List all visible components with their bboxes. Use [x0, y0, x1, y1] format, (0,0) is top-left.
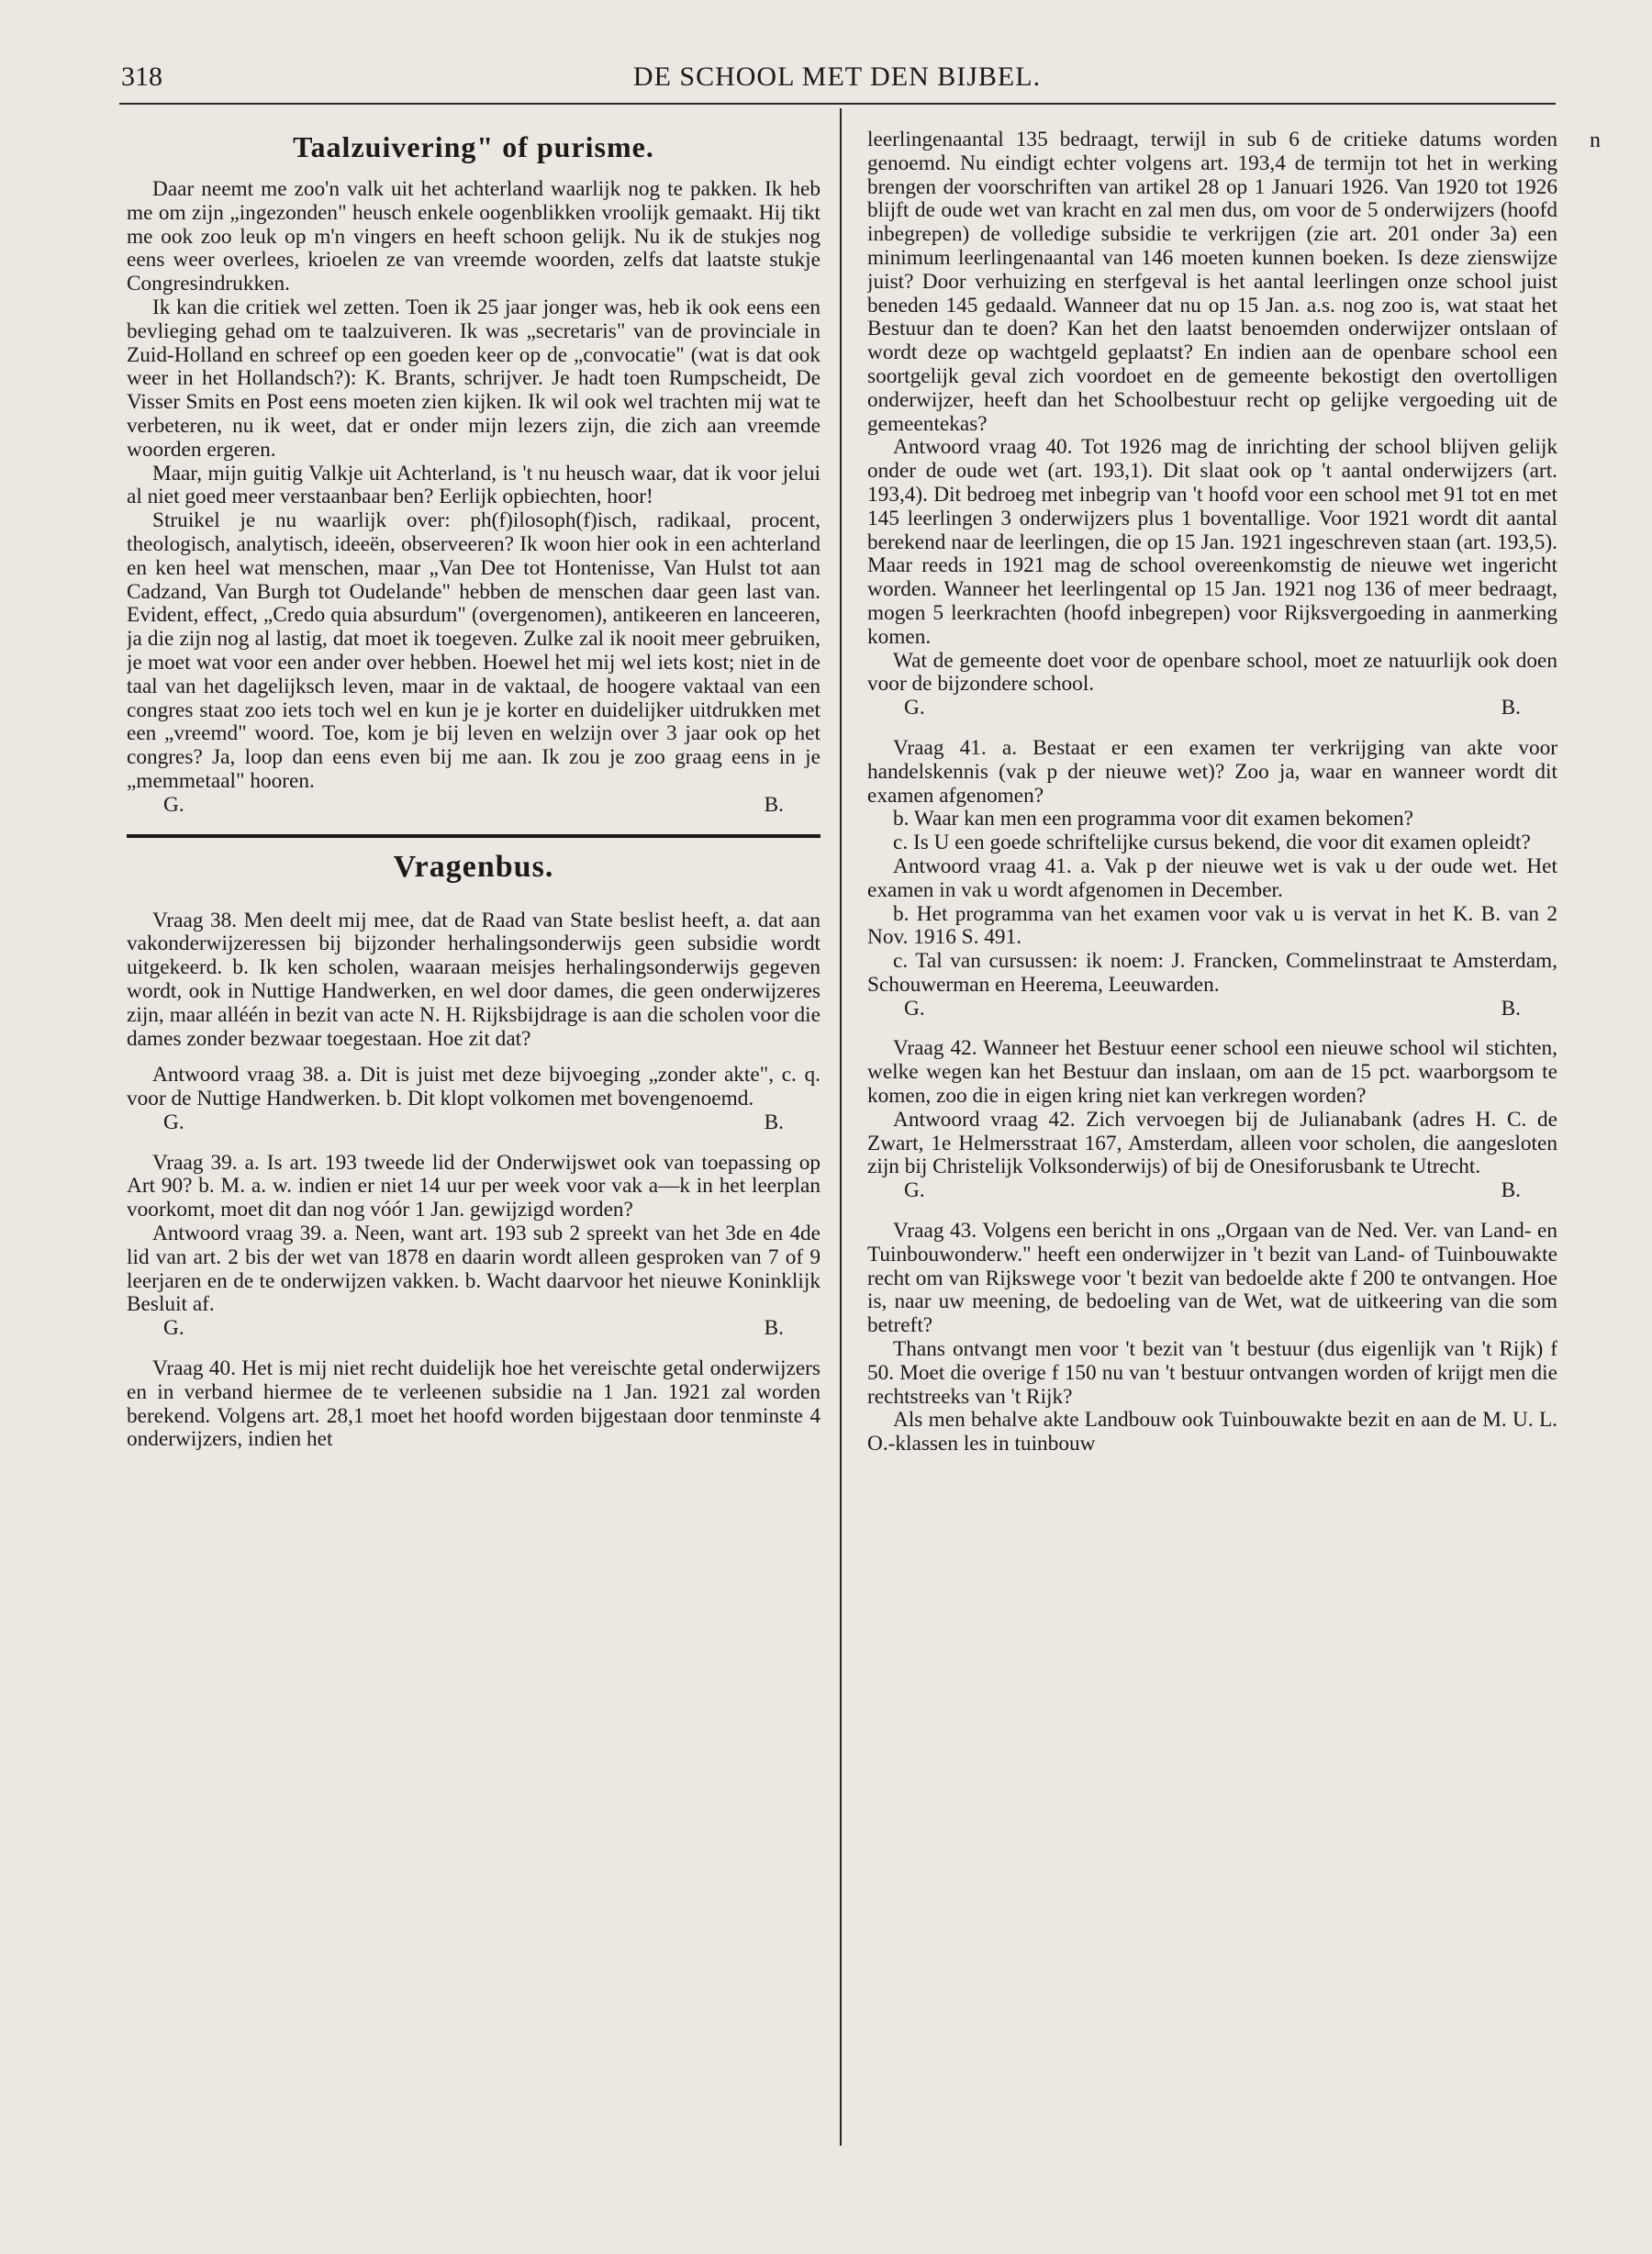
answer-41: Antwoord vraag 41. a. Vak p der nieuwe wet is vak u der oude wet. Het examen in vak u wordt afgenomen in December.: [867, 854, 1557, 902]
question-41-part-c: c. Is U een goede schriftelijke cursus bekend, die voor dit examen opleidt?: [893, 831, 1531, 855]
running-title: DE SCHOOL MET DEN BIJBEL.: [632, 61, 1042, 92]
article-title: Taalzuivering" of purisme.: [293, 130, 654, 163]
question-41: Vraag 41. a. Bestaat er een examen ter verkrijging van akte voor handelskennis (vak p der nieuwe wet)? Zoo ja, waar en wanneer wordt dit examen afgenomen?: [867, 735, 1557, 808]
signature-initial-right: B.: [1501, 696, 1521, 720]
answer-38-signature: [127, 1111, 820, 1135]
article-paragraph: Maar, mijn guitig Valkje uit Achterland, is 't nu heusch waar, dat ik voor jelui al niet goed meer verstaanbaar ben? Eerlijk opbiechten, hoor!: [127, 461, 820, 509]
signature-initial-left: G.: [904, 696, 925, 720]
page-header: [121, 53, 1553, 101]
question-39: Vraag 39. a. Is art. 193 tweede lid der Onderwijswet ook van toepassing op Art 90? b. M. a. w. indien er niet 14 uur per week voor vak a—k in het leerplan voorkomt, moet dit dan nog vóór 1 Jan. gewijzigd worden?: [127, 1150, 820, 1222]
signature-initial-right: B.: [764, 1316, 784, 1341]
signature-initial-right: B.: [764, 1110, 784, 1134]
answer-40-signature: [867, 697, 1557, 720]
answer-39: Antwoord vraag 39. a. Neen, want art. 193 sub 2 spreekt van het 3de en 4de lid van art. 2 bis der wet van 1878 en daarin wordt alleen gesproken van 7 of 9 leerjaren en de te onderwijzen vakken. b. Wacht daarvoor het nieuwe Koninklijk Besluit af.: [127, 1222, 820, 1317]
signature-initial-right: B.: [1501, 996, 1521, 1021]
article-paragraph: Struikel je nu waarlijk over: ph(f)ilosoph(f)isch, radikaal, procent, theologisch, analytisch, ideeën, observeeren? Ik woon hier ook in een achterland en ken heel wat menschen, maar „Van Dee tot Hontenisse, Van Hulst tot aan Cadzand, Van Burgh tot Oudelande" hebben de menschen daar geen last van. Evident, effect, „Credo quia absurdum" (overgenomen), antikeeren en lanceeren, ja die zijn nog al lastig, dat moet ik toegeven. Zulke zal ik nooit meer gebruiken, je moet wat voor een ander over hebben. Hoewel het mij wel iets kost; niet in de taal van het dagelijksch leven, maar in de vaktaal, de hoogere vaktaal van een congres staat zoo iets toch wel en kun je je korter en duidelijker uitdrukken met een „vreemd" woord. Toe, kom je bij leven en welzijn over 3 jaar ook op het congres? Ja, loop dan eens even bij me aan. Ik zou je zoo graag eens in je „memmetaal" hooren.: [127, 508, 820, 793]
answer-41-part-c: c. Tal van cursussen: ik noem: J. Francken, Commelinstraat te Amsterdam, Schouwerman en Heerema, Leeuwarden.: [867, 949, 1557, 997]
margin-note: n: [1590, 128, 1601, 152]
question-41-part-b: b. Waar kan men een programma voor dit examen bekomen?: [893, 807, 1413, 831]
signature-initial-left: G.: [163, 792, 184, 817]
signature-initial-right: B.: [764, 792, 784, 817]
answer-38: Antwoord vraag 38. a. Dit is juist met deze bijvoeging „zonder akte", c. q. voor de Nuttige Handwerken. b. Dit klopt volkomen met bovengenoemd.: [127, 1063, 820, 1111]
signature-initial-left: G.: [163, 1110, 184, 1134]
answer-42: Antwoord vraag 42. Zich vervoegen bij de Julianabank (adres H. C. de Zwart, 1e Helmersstraat 167, Amsterdam, alleen voor scholen, die aangesloten zijn bij Christelijk Volksonderwijs) of bij de Onesiforusbank te Utrecht.: [867, 1107, 1557, 1179]
page-number: 318: [121, 61, 162, 92]
answer-40-part-b: Wat de gemeente doet voor de openbare school, moet ze natuurlijk ook doen voor de bijzondere school.: [867, 648, 1557, 697]
column-divider: [840, 108, 842, 2146]
signature-initial-right: B.: [1501, 1178, 1521, 1203]
header-rule: [119, 103, 1556, 105]
answer-42-signature: [867, 1179, 1557, 1203]
answer-41-part-b: b. Het programma van het examen voor vak u is vervat in het K. B. van 2 Nov. 1916 S. 491.: [867, 901, 1557, 950]
section-rule: [127, 834, 820, 838]
section-title: Vragenbus.: [393, 849, 554, 884]
question-42: Vraag 42. Wanneer het Bestuur eener school een nieuwe school wil stichten, welke wegen kan het Bestuur dan inslaan, om aan de 15 pct. waarborgsom te komen, zoo die in eigen kring niet kan verkregen worden?: [867, 1036, 1557, 1109]
signature-initial-left: G.: [904, 996, 925, 1021]
answer-41-signature: [867, 998, 1557, 1021]
article-paragraph: Ik kan die critiek wel zetten. Toen ik 25 jaar jonger was, heb ik ook eens een bevlieging gehad om te taalzuiveren. Ik was „secretaris" van de provinciale in Zuid-Holland en schreef op een goeden keer op de „convocatie" (wat is dat ook weer in het Hollandsch?): K. Brants, schrijver. Je hadt toen Rumpscheidt, De Visser Smits en Post eens moeten zien kijken. Ik wil ook wel trachten mij wat te verbeteren, nu ik weet, dat er onder mijn lezers zijn, die zich aan vreemde woorden ergeren.: [127, 295, 820, 462]
article-paragraph: Daar neemt me zoo'n valk uit het achterland waarlijk nog te pakken. Ik heb me om zijn „ingezonden" heusch enkele oogenblikken vroolijk gemaakt. Hij tikt me ook zoo leuk op m'n vingers en heeft schoon gelijk. Nu ik de stukjes nog eens weer overlees, krioelen ze van vreemde woorden, zelfs dat laatste stukje Congresindrukken.: [127, 177, 820, 296]
question-38: Vraag 38. Men deelt mij mee, dat de Raad van State beslist heeft, a. dat aan vakonderwijzeressen bij bijzonder herhalingsonderwijs geen subsidie wordt uitgekeerd. b. Ik ken scholen, waaraan meisjes herhalingsonderwijs gegeven wordt, ook in Nuttige Handwerken, en wel door dames, die geen onderwijzeres zijn, maar alléén in bezit van acte N. H. Rijksbijdrage is aan die scholen voor die dames zonder bezwaar toegestaan. Hoe zit dat?: [127, 908, 820, 1051]
question-43-part-b: Thans ontvangt men voor 't bezit van 't bestuur (dus eigenlijk van 't Rijk) f 50. Moet die overige f 150 nu van 't bestuur ontvangen worden of krijgt men die rechtstreeks van 't Rijk?: [867, 1337, 1557, 1409]
question-40: Vraag 40. Het is mij niet recht duidelijk hoe het vereischte getal onderwijzers en in verband hiermee de te verleenen subsidie na 1 Jan. 1921 zal worden berekend. Volgens art. 28,1 moet het hoofd worden bijgestaan door tenminste 4 onderwijzers, indien het: [127, 1356, 820, 1452]
answer-39-signature: [127, 1317, 820, 1341]
answer-40: Antwoord vraag 40. Tot 1926 mag de inrichting der school blijven gelijk onder de oude wet (art. 193,1). Dit slaat ook op 't aantal onderwijzers (art. 193,4). Dit bedroeg met inbegrip van 't hoofd voor een school met 91 tot en met 145 leerlingen 3 onderwijzers plus 1 boventallige. Voor 1921 wordt dit aantal berekend naar de leerlingen, die op 15 Jan. 1921 ingeschreven staan (art. 193,5). Maar reeds in 1921 mag de school overeenkomstig de nieuwe wet ingericht worden. Wanneer het leerlingental op 15 Jan. 1921 nog 136 of meer bedraagt, mogen 5 leerkrachten (hoofd inbegrepen) voor Rijksvergoeding in aanmerking komen.: [867, 435, 1557, 649]
right-column: [867, 128, 1557, 2148]
article-signature: [127, 794, 820, 818]
question-43: Vraag 43. Volgens een bericht in ons „Orgaan van de Ned. Ver. van Land- en Tuinbouwonderw." heeft een onderwijzer in 't bezit van Land- of Tuinbouwakte recht om van Rijkswege voor 't bezit van bedoelde akte f 200 te ontvangen. Hoe is, naar uw meening, de bedoeling van de Wet, wat de uitkeering van die som betreft?: [867, 1219, 1557, 1338]
question-40-continued: leerlingenaantal 135 bedraagt, terwijl in sub 6 de critieke datums worden genoemd. Nu eindigt echter volgens art. 193,4 de termijn tot het in werking brengen der voorschriften van artikel 28 op 1 Januari 1926. Van 1920 tot 1926 blijft de oude wet van kracht en zal men dus, om voor de 5 onderwijzers (hoofd inbegrepen) de volledige subsidie te verkrijgen (zie art. 201 onder 3a) een minimum leerlingenaantal van 146 moeten kunnen boeken. Is deze zienswijze juist? Door verhuizing en sterfgeval is het aantal leerlingen onze school juist beneden 145 gedaald. Wanneer dat nu op 15 Jan. a.s. nog zoo is, wat staat het Bestuur dan te doen? Kan het den laatst benoemden onderwijzer ontslaan of wordt deze op wachtgeld geplaatst? En indien aan de openbare school een soortgelijk geval zich voordoet en de gemeente bekostigt den overtolligen onderwijzer, heeft dan het Schoolbestuur recht op gelijke vergoeding uit de gemeentekas?: [867, 128, 1557, 436]
left-column: [127, 128, 820, 2148]
signature-initial-left: G.: [904, 1178, 925, 1203]
question-43-part-c: Als men behalve akte Landbouw ook Tuinbouwakte bezit en aan de M. U. L. O.-klassen les in tuinbouw: [867, 1408, 1557, 1456]
signature-initial-left: G.: [163, 1316, 184, 1341]
